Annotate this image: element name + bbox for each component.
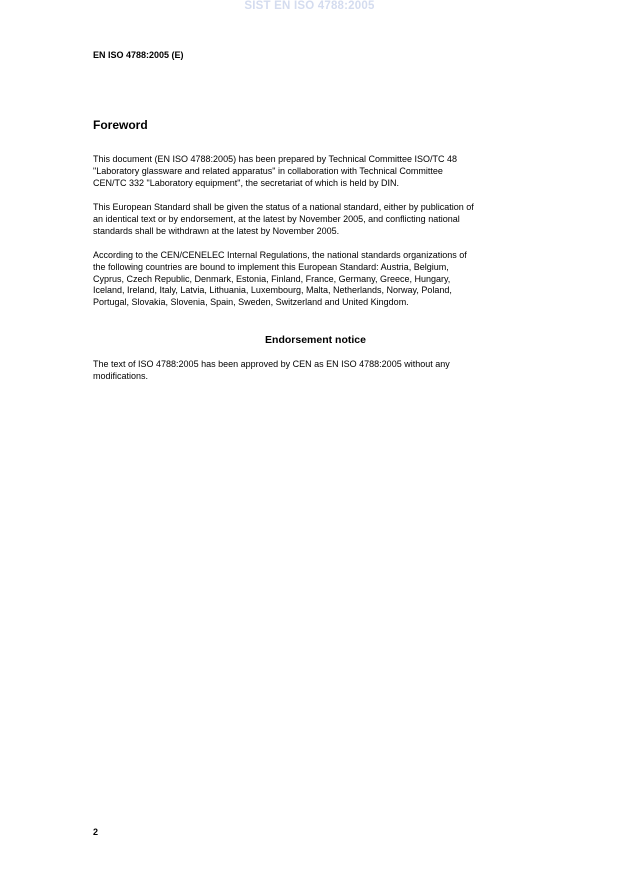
text-line: Cyprus, Czech Republic, Denmark, Estonia, Finland, France, Germany, Greece, Hungary, bbox=[93, 273, 451, 284]
text-line: Iceland, Ireland, Italy, Latvia, Lithuania, Luxembourg, Malta, Netherlands, Norway, Poland, bbox=[93, 285, 452, 296]
text-line: This European Standard shall be given the status of a national standard, either by publication of bbox=[93, 202, 474, 212]
text-line: "Laboratory glassware and related apparatus" in collaboration with Technical Committee bbox=[93, 165, 443, 176]
foreword-heading: Foreword bbox=[93, 118, 148, 132]
page-number: 2 bbox=[93, 827, 99, 837]
text-line: modifications. bbox=[93, 370, 149, 381]
watermark: SIST EN ISO 4788:2005 bbox=[244, 0, 375, 12]
text-line: an identical text or by endorsement, at the latest by November 2005, and conflicting national bbox=[93, 213, 460, 224]
text-line: CEN/TC 332 "Laboratory equipment", the secretariat of which is held by DIN. bbox=[93, 177, 400, 188]
foreword-paragraph-1 bbox=[93, 154, 543, 189]
text-line: the following countries are bound to implement this European Standard: Austria, Belgium, bbox=[93, 261, 449, 272]
endorsement-heading: Endorsement notice bbox=[265, 334, 366, 346]
endorsement-paragraph bbox=[93, 359, 543, 383]
foreword-paragraph-3 bbox=[93, 250, 543, 309]
text-line: The text of ISO 4788:2005 has been approved by CEN as EN ISO 4788:2005 without any bbox=[93, 359, 450, 369]
foreword-paragraph-2 bbox=[93, 202, 543, 237]
text-line: According to the CEN/CENELEC Internal Regulations, the national standards organizations of bbox=[93, 250, 467, 260]
text-line: This document (EN ISO 4788:2005) has been prepared by Technical Committee ISO/TC 48 bbox=[93, 154, 458, 164]
text-line: standards shall be withdrawn at the latest by November 2005. bbox=[93, 225, 340, 236]
text-line: Portugal, Slovakia, Slovenia, Spain, Sweden, Switzerland and United Kingdom. bbox=[93, 297, 409, 308]
document-identifier: EN ISO 4788:2005 (E) bbox=[93, 50, 184, 60]
